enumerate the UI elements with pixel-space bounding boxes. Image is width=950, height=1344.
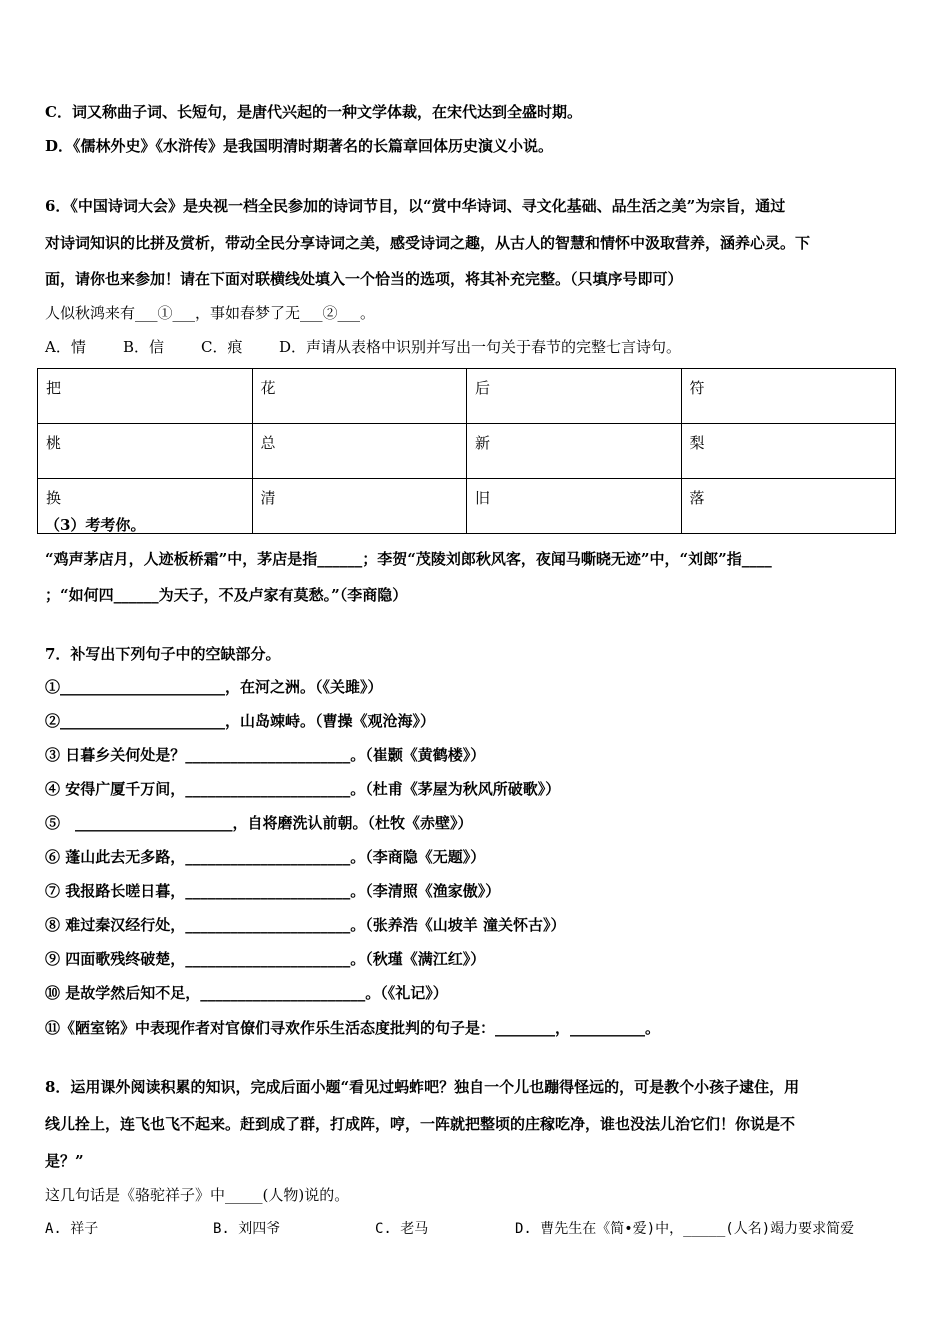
grid-row: [38, 369, 896, 424]
grid-cell: 后: [467, 369, 682, 424]
q6-sub-line-2: ；“如何四______为天子，不及卢家有莫愁。”（李商隐）: [45, 586, 408, 604]
q7-item-5: ⑤ _____________________，自将磨洗认前朝。（杜牧《赤壁》）: [45, 814, 473, 832]
grid-cell: 落: [681, 479, 896, 534]
q6-sub-line-1: “鸡声茅店月，人迹板桥霜”中，茅店是指______；李贺“茂陵刘郎秋风客，夜闻马嘶晓无迹”中，“刘郎”指____: [45, 550, 772, 568]
q6-sub-heading: （3）考考你。: [45, 516, 146, 534]
q6-option-a: A．情: [45, 338, 86, 356]
grid-cell: 清: [252, 479, 467, 534]
q8-option-c: C. 老马: [375, 1221, 429, 1237]
q6-line-3: 面，请你也来参加！请在下面对联横线处填入一个恰当的选项，将其补充完整。（只填序号即可）: [45, 270, 683, 288]
grid-cell: 换: [38, 479, 253, 534]
q6-line-1: 6．《中国诗词大会》是央视一档全民参加的诗词节目，以“赏中华诗词、寻文化基础、品生活之美”为宗旨，通过: [45, 197, 786, 215]
q7-title: 7．补写出下列句子中的空缺部分。: [45, 645, 281, 663]
q8-line-2: 线儿拴上，连飞也飞不起来。赶到成了群，打成阵，哼，一阵就把整顷的庄稼吃净，谁也没法儿治它们！你说是不: [45, 1115, 796, 1133]
q8-options: [45, 1218, 902, 1240]
q6-option-d: D．声请从表格中识别并写出一句关于春节的完整七言诗句。: [279, 338, 682, 356]
character-grid: [37, 368, 896, 534]
q7-item-8: ⑧ 难过秦汉经行处，______________________。（张养浩《山坡羊 潼关怀古》）: [45, 916, 566, 934]
q7-item-7: ⑦ 我报路长嗟日暮，______________________。（李清照《渔家傲》）: [45, 882, 501, 900]
grid-cell: 梨: [681, 424, 896, 479]
q8-option-b: B. 刘四爷: [213, 1221, 281, 1237]
q8-option-a: A. 祥子: [45, 1221, 99, 1237]
grid-cell: 桃: [38, 424, 253, 479]
q6-line-2: 对诗词知识的比拼及赏析，带动全民分享诗词之美，感受诗词之趣，从古人的智慧和情怀中汲取营养，涵养心灵。下: [45, 234, 811, 252]
q7-item-4: ④ 安得广厦千万间，______________________。（杜甫《茅屋为秋风所破歌》）: [45, 780, 561, 798]
q7-item-2: ②______________________，山岛竦峙。（曹操《观沧海》）: [45, 712, 436, 730]
q7-item-6: ⑥ 蓬山此去无多路，______________________。（李商隐《无题》）: [45, 848, 486, 866]
grid-cell: 把: [38, 369, 253, 424]
q6-option-c: C．痕: [201, 338, 243, 356]
q7-item-11: ⑪《陋室铭》中表现作者对官僚们寻欢作乐生活态度批判的句子是：________，__________。: [45, 1019, 661, 1037]
q8-question: 这几句话是《骆驼祥子》中_____(人物)说的。: [45, 1186, 350, 1204]
q7-item-9: ⑨ 四面歌残终破楚，______________________。（秋瑾《满江红》）: [45, 950, 486, 968]
q7-item-10: ⑩ 是故学然后知不足，______________________。（《礼记》）: [45, 984, 448, 1002]
grid-cell: 旧: [467, 479, 682, 534]
q6-options: [45, 336, 902, 358]
q6-couplet: 人似秋鸿来有___①___，事如春梦了无___②___。: [45, 304, 376, 322]
grid-cell: 花: [252, 369, 467, 424]
q8-option-d: D. 曹先生在《简•爱)中，_____(人名)竭力要求简爱: [515, 1221, 855, 1237]
grid-cell: 符: [681, 369, 896, 424]
grid-row: [38, 424, 896, 479]
q8-line-1: 8．运用课外阅读积累的知识，完成后面小题“看见过蚂蚱吧？独自一个儿也蹦得怪远的，可是教个小孩子逮住，用: [45, 1078, 800, 1096]
q7-item-1: ①______________________，在河之洲。（《关雎》）: [45, 678, 383, 696]
q8-line-3: 是？”: [45, 1152, 84, 1170]
option-d: D．《儒林外史》《水浒传》是我国明清时期著名的长篇章回体历史演义小说。: [45, 137, 554, 155]
q6-option-b: B．信: [123, 338, 165, 356]
q7-item-3: ③ 日暮乡关何处是？______________________。（崔颢《黄鹤楼》）: [45, 746, 486, 764]
grid-cell: 总: [252, 424, 467, 479]
option-c: C．词又称曲子词、长短句，是唐代兴起的一种文学体裁，在宋代达到全盛时期。: [45, 103, 582, 121]
grid-cell: 新: [467, 424, 682, 479]
